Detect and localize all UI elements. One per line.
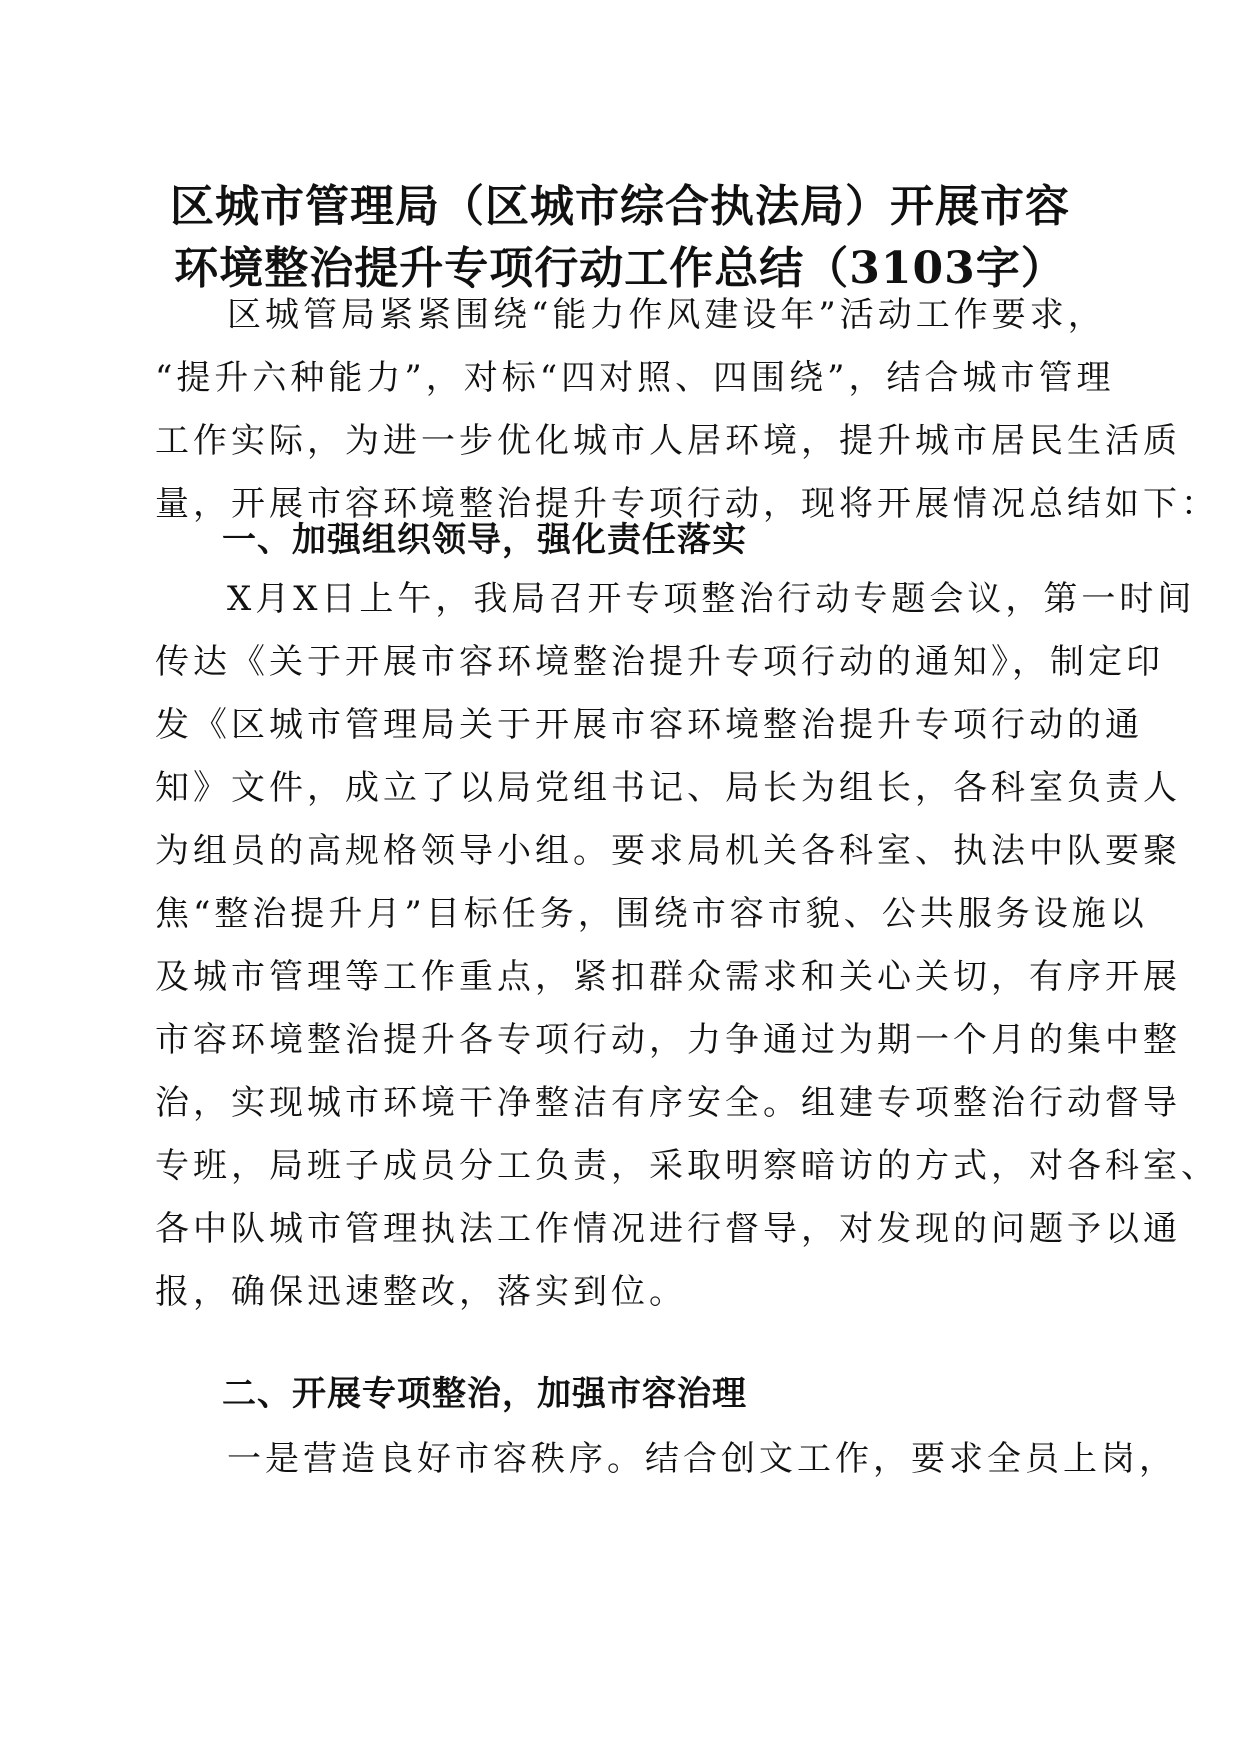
section-1-line: 为组员的高规格领导小组。要求局机关各科室、执法中队要聚 bbox=[155, 831, 1181, 871]
section-1-line: 市容环境整治提升各专项行动，力争通过为期一个月的集中整 bbox=[155, 1020, 1181, 1060]
intro-line: 工作实际，为进一步优化城市人居环境，提升城市居民生活质 bbox=[155, 421, 1181, 461]
section-1-heading: 一、加强组织领导，强化责任落实 bbox=[222, 520, 747, 560]
section-1-line: 焦“整治提升月”目标任务，围绕市容市貌、公共服务设施以 bbox=[155, 894, 1148, 934]
intro-line: 量，开展市容环境整治提升专项行动，现将开展情况总结如下： bbox=[155, 484, 1219, 524]
document-title bbox=[150, 176, 1090, 300]
intro-paragraph bbox=[155, 284, 1219, 536]
section-1-line: 传达《关于开展市容环境整治提升专项行动的通知》，制定印 bbox=[155, 642, 1164, 682]
section-1-line: 治，实现城市环境干净整洁有序安全。组建专项整治行动督导 bbox=[155, 1083, 1181, 1123]
title-line-2: 环境整治提升专项行动工作总结（3103字） bbox=[174, 243, 1066, 294]
title-line-1: 区城市管理局（区城市综合执法局）开展市容 bbox=[170, 181, 1070, 232]
section-1-line: 各中队城市管理执法工作情况进行督导，对发现的问题予以通 bbox=[155, 1209, 1181, 1249]
section-2-paragraph bbox=[155, 1428, 1177, 1491]
intro-line: “提升六种能力”，对标“四对照、四围绕”，结合城市管理 bbox=[155, 358, 1115, 398]
intro-line: 区城管局紧紧围绕“能力作风建设年”活动工作要求， bbox=[227, 295, 1106, 335]
section-1-line: 知》文件，成立了以局党组书记、局长为组长，各科室负责人 bbox=[155, 768, 1181, 808]
section-1-paragraph bbox=[155, 568, 1219, 1324]
section-1-line: X月X日上午，我局召开专项整治行动专题会议，第一时间 bbox=[227, 579, 1196, 619]
section-1-line: 及城市管理等工作重点，紧扣群众需求和关心关切，有序开展 bbox=[155, 957, 1181, 997]
section-2-heading: 二、开展专项整治，加强市容治理 bbox=[222, 1374, 747, 1414]
section-1-line: 报，确保迅速整改，落实到位。 bbox=[155, 1272, 687, 1312]
section-2-line: 一是营造良好市容秩序。结合创文工作，要求全员上岗， bbox=[227, 1439, 1177, 1479]
section-1-line: 专班，局班子成员分工负责，采取明察暗访的方式，对各科室、 bbox=[155, 1146, 1219, 1186]
section-1-line: 发《区城市管理局关于开展市容环境整治提升专项行动的通 bbox=[155, 705, 1143, 745]
